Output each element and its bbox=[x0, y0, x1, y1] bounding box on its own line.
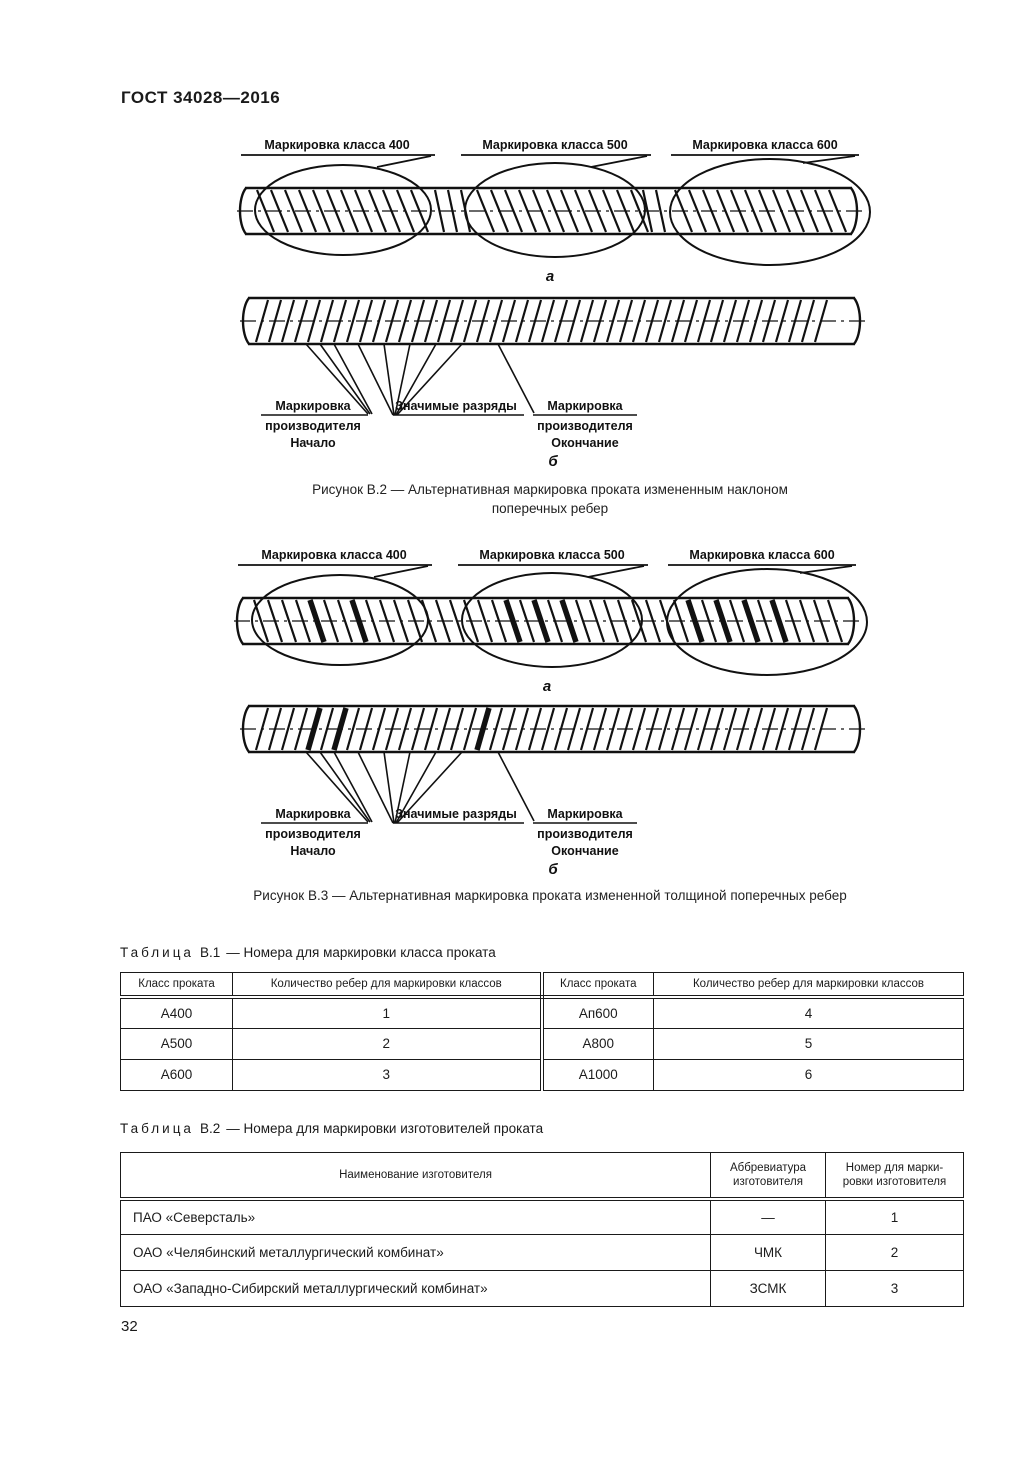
col-header-line2: ровки изготовителя bbox=[842, 1175, 947, 1188]
cell: ОАО «Челябинский металлургический комбинат» bbox=[121, 1235, 711, 1271]
table-b1-title-word: Таблица bbox=[120, 945, 194, 960]
class-label-500: Маркировка класса 500 bbox=[479, 548, 625, 562]
table-row bbox=[121, 1059, 964, 1090]
figure-b2-part-a-drawing bbox=[225, 136, 875, 286]
significant-digits-label: Значимые разряды bbox=[395, 807, 517, 821]
figure-b3-part-b-drawing bbox=[228, 698, 878, 878]
marking-start-label2: производителя bbox=[265, 827, 361, 841]
figure-b3-caption bbox=[120, 886, 980, 905]
table-row bbox=[121, 997, 964, 1028]
cell: 3 bbox=[233, 1059, 542, 1090]
caption-line2: поперечных ребер bbox=[491, 501, 609, 516]
table-row bbox=[121, 1153, 964, 1199]
part-letter-a: а bbox=[542, 678, 552, 695]
cell: 6 bbox=[654, 1059, 964, 1090]
figure-b3-part-a-drawing bbox=[222, 546, 872, 696]
table-b2-title bbox=[120, 1121, 543, 1136]
part-letter-a: а bbox=[545, 268, 555, 285]
part-letter-b: б bbox=[548, 453, 558, 470]
cell: А500 bbox=[121, 1028, 233, 1059]
marking-zone-ellipses bbox=[255, 159, 870, 265]
cell: 3 bbox=[826, 1271, 964, 1307]
cell: — bbox=[711, 1199, 826, 1235]
marking-end-label3: Окончание bbox=[551, 844, 619, 858]
table-b1-title-num: В.1 bbox=[199, 945, 221, 960]
table-b2 bbox=[120, 1152, 964, 1307]
class-label-600: Маркировка класса 600 bbox=[689, 548, 835, 562]
figure-b2-caption bbox=[120, 480, 980, 518]
marking-start-label: Маркировка bbox=[275, 807, 351, 821]
cell: А1000 bbox=[542, 1059, 654, 1090]
col-header: Класс проката bbox=[542, 973, 654, 998]
marking-start-label3: Начало bbox=[290, 844, 336, 858]
doc-header: ГОСТ 34028—2016 bbox=[121, 88, 281, 107]
table-b1-title-rest: — Номера для маркировки класса проката bbox=[226, 945, 496, 960]
caption-line1: Рисунок В.2 — Альтернативная маркировка проката измененным наклоном bbox=[312, 482, 788, 497]
table-row bbox=[121, 1199, 964, 1235]
class-label-500: Маркировка класса 500 bbox=[482, 138, 628, 152]
caption-line: Рисунок В.3 — Альтернативная маркировка проката измененной толщиной поперечных ребер bbox=[253, 888, 847, 903]
marking-start-label2: производителя bbox=[265, 419, 361, 433]
cell: 2 bbox=[233, 1028, 542, 1059]
part-letter-b: б bbox=[548, 861, 558, 878]
table-b2-title-word: Таблица bbox=[120, 1121, 194, 1136]
significant-digits-label: Значимые разряды bbox=[395, 399, 517, 413]
table-b1-title bbox=[120, 945, 496, 960]
table-row bbox=[121, 973, 964, 998]
marking-start-label3: Начало bbox=[290, 436, 336, 450]
cell: А800 bbox=[542, 1028, 654, 1059]
cell: Ап600 bbox=[542, 997, 654, 1028]
class-label-400: Маркировка класса 400 bbox=[261, 548, 407, 562]
marking-end-label: Маркировка bbox=[547, 807, 623, 821]
cell: А600 bbox=[121, 1059, 233, 1090]
col-header: Наименование изготовителя bbox=[121, 1153, 711, 1199]
col-header: Класс проката bbox=[121, 973, 233, 998]
table-row bbox=[121, 1271, 964, 1307]
marking-end-label: Маркировка bbox=[547, 399, 623, 413]
table-row bbox=[121, 1028, 964, 1059]
cell: 2 bbox=[826, 1235, 964, 1271]
col-header: Аббревиатура изготовителя bbox=[711, 1153, 826, 1199]
marking-start-label: Маркировка bbox=[275, 399, 351, 413]
table-b1 bbox=[120, 972, 964, 1091]
col-header: Количество ребер для маркировки классов bbox=[654, 973, 964, 998]
table-b2-title-rest: — Номера для маркировки изготовителей проката bbox=[226, 1121, 544, 1136]
marking-end-label2: производителя bbox=[537, 419, 633, 433]
class-label-400: Маркировка класса 400 bbox=[264, 138, 410, 152]
cell: ПАО «Северсталь» bbox=[121, 1199, 711, 1235]
class-label-600: Маркировка класса 600 bbox=[692, 138, 838, 152]
marking-end-label2: производителя bbox=[537, 827, 633, 841]
cell: ОАО «Западно-Сибирский металлургический комбинат» bbox=[121, 1271, 711, 1307]
col-header-line1: Номер для марки- bbox=[845, 1161, 944, 1174]
page-number: 32 bbox=[121, 1318, 138, 1335]
cell: 1 bbox=[826, 1199, 964, 1235]
figure-b2-part-b-drawing bbox=[228, 290, 878, 470]
table-b2-title-num: В.2 bbox=[199, 1121, 221, 1136]
cell: А400 bbox=[121, 997, 233, 1028]
col-header: Количество ребер для маркировки классов bbox=[233, 973, 542, 998]
table-row bbox=[121, 1235, 964, 1271]
cell: 1 bbox=[233, 997, 542, 1028]
marking-end-label3: Окончание bbox=[551, 436, 619, 450]
cell: 5 bbox=[654, 1028, 964, 1059]
cell: 4 bbox=[654, 997, 964, 1028]
col-header bbox=[826, 1153, 964, 1199]
cell: ЧМК bbox=[711, 1235, 826, 1271]
cell: ЗСМК bbox=[711, 1271, 826, 1307]
